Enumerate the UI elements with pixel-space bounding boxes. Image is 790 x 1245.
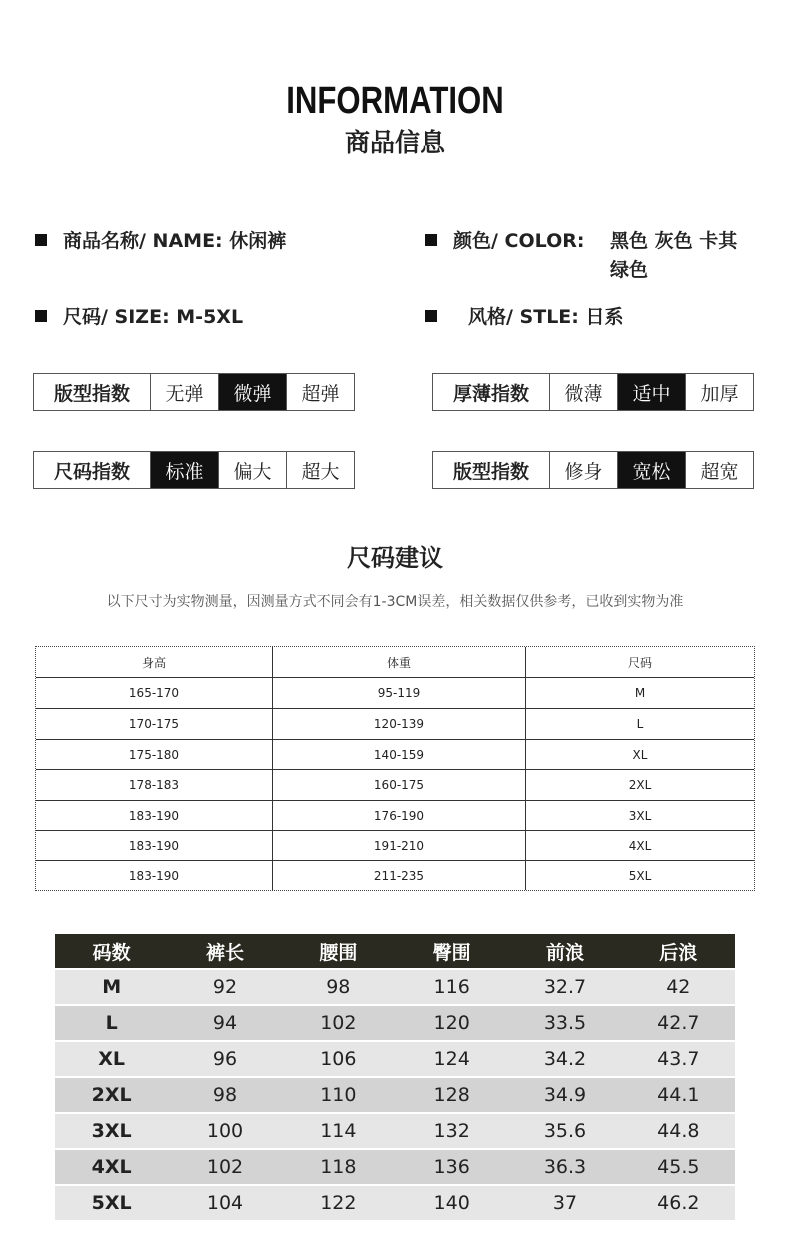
table-cell: 46.2 xyxy=(657,1192,700,1214)
table-cell: 102 xyxy=(206,1156,244,1178)
table-cell: 114 xyxy=(320,1120,357,1142)
table-cell: 42.7 xyxy=(657,1012,700,1034)
table-header-row xyxy=(36,647,754,677)
table-cell: 170-175 xyxy=(128,717,180,731)
bullet-square-icon xyxy=(35,310,47,322)
table-row xyxy=(36,800,754,830)
table-cell: 132 xyxy=(433,1120,470,1142)
table-cell: 110 xyxy=(320,1084,357,1106)
table-cell: 140-159 xyxy=(272,740,525,769)
table-cell: L xyxy=(105,1012,118,1034)
table-cell: 4XL xyxy=(525,831,754,860)
table-cell: XL xyxy=(525,740,754,769)
table-cell: 44.8 xyxy=(657,1120,700,1142)
info-color-values-2: 绿色 xyxy=(610,259,649,281)
table-cell: 37 xyxy=(552,1192,578,1214)
info-name-text: 商品名称/ NAME: 休闲裤 xyxy=(63,230,287,252)
index-box-size xyxy=(33,451,355,489)
table-row xyxy=(36,739,754,769)
table-cell: M xyxy=(102,976,122,998)
table-cell: 211-235 xyxy=(272,861,525,890)
index-label: 厚薄指数 xyxy=(452,382,529,405)
index-option: 超大 xyxy=(286,452,354,488)
index-box-fit xyxy=(432,451,754,489)
table-header-cell: 码数 xyxy=(92,941,131,964)
table-header-cell: 前浪 xyxy=(545,941,584,964)
table-row xyxy=(55,1114,735,1148)
table-cell: 178-183 xyxy=(128,778,180,792)
bullet-square-icon xyxy=(35,234,47,246)
table-cell: 100 xyxy=(206,1120,244,1142)
table-cell: 43.7 xyxy=(657,1048,700,1070)
table-row xyxy=(36,830,754,860)
index-option-selected: 微弹 xyxy=(218,374,286,410)
table-cell: 32.7 xyxy=(543,976,587,998)
index-option: 修身 xyxy=(549,452,617,488)
info-size-text: 尺码/ SIZE: M-5XL xyxy=(63,306,244,328)
table-cell: 96 xyxy=(212,1048,238,1070)
table-header-cell: 臀围 xyxy=(432,941,471,964)
table-cell: 4XL xyxy=(91,1156,132,1178)
index-option: 无弹 xyxy=(150,374,218,410)
page-title-cn: 商品信息 xyxy=(344,128,445,157)
table-cell: 140 xyxy=(433,1192,470,1214)
index-option: 偏大 xyxy=(218,452,286,488)
table-cell: 128 xyxy=(433,1084,470,1106)
table-row xyxy=(55,1042,735,1076)
table-cell: 120 xyxy=(433,1012,470,1034)
table-cell: 165-170 xyxy=(128,686,180,700)
table-cell: 34.2 xyxy=(543,1048,587,1070)
index-option: 微薄 xyxy=(549,374,617,410)
table-row xyxy=(55,1078,735,1112)
table-header-cell: 裤长 xyxy=(205,941,244,964)
table-cell: 191-210 xyxy=(272,831,525,860)
table-cell: 116 xyxy=(433,976,470,998)
table-cell: 124 xyxy=(433,1048,470,1070)
table-cell: 102 xyxy=(320,1012,357,1034)
table-cell: 183-190 xyxy=(128,868,180,883)
table-cell: 3XL xyxy=(91,1120,132,1142)
index-label: 版型指数 xyxy=(53,382,130,405)
table-cell: 122 xyxy=(320,1192,357,1214)
index-option-selected: 宽松 xyxy=(617,452,685,488)
table-row xyxy=(55,970,735,1004)
index-option: 超宽 xyxy=(685,452,753,488)
table-row xyxy=(36,769,754,800)
size-recommend-table xyxy=(35,646,755,891)
table-row xyxy=(55,1006,735,1040)
table-cell: XL xyxy=(98,1048,126,1070)
table-cell: 5XL xyxy=(91,1192,132,1214)
table-cell: 118 xyxy=(320,1156,357,1178)
table-cell: 104 xyxy=(206,1192,244,1214)
info-color-label: 颜色/ COLOR: xyxy=(453,230,585,252)
table-cell: 45.5 xyxy=(657,1156,700,1178)
table-cell: 98 xyxy=(326,976,351,998)
table-cell: 98 xyxy=(212,1084,238,1106)
table-cell: 106 xyxy=(320,1048,357,1070)
table-cell: 33.5 xyxy=(543,1012,587,1034)
index-option-selected: 适中 xyxy=(617,374,685,410)
table-cell: 160-175 xyxy=(272,770,525,800)
size-advice-title: 尺码建议 xyxy=(347,544,443,572)
table-cell: 36.3 xyxy=(543,1156,587,1178)
table-cell: 175-180 xyxy=(128,747,180,762)
table-header-cell: 尺码 xyxy=(525,647,754,677)
index-label: 尺码指数 xyxy=(53,460,130,483)
table-cell: 183-190 xyxy=(128,808,180,823)
index-label: 版型指数 xyxy=(452,460,529,483)
table-cell: 35.6 xyxy=(543,1120,587,1142)
bullet-square-icon xyxy=(425,310,437,322)
table-cell: 183-190 xyxy=(128,838,180,853)
table-row xyxy=(36,708,754,739)
table-header-cell: 后浪 xyxy=(659,941,698,964)
info-color-values: 黑色 灰色 卡其 xyxy=(610,230,738,252)
table-cell: 176-190 xyxy=(272,801,525,830)
table-cell: 44.1 xyxy=(657,1084,700,1106)
table-cell: 92 xyxy=(212,976,238,998)
bullet-square-icon xyxy=(425,234,437,246)
table-row xyxy=(55,1150,735,1184)
table-row xyxy=(36,860,754,890)
table-header-cell: 腰围 xyxy=(319,941,358,964)
table-cell: 136 xyxy=(433,1156,470,1178)
index-option-selected: 标准 xyxy=(150,452,218,488)
page-title-en: INFORMATION xyxy=(286,80,504,122)
size-advice-note: 以下尺寸为实物测量，因测量方式不同会有1-3CM误差，相关数据仅供参考，已收到实物为准 xyxy=(106,594,684,610)
table-cell: 42 xyxy=(666,976,691,998)
table-cell: 5XL xyxy=(525,861,754,890)
index-box-stretch xyxy=(33,373,355,411)
table-cell: 34.9 xyxy=(543,1084,587,1106)
index-option: 超弹 xyxy=(286,374,354,410)
table-cell: 2XL xyxy=(525,770,754,800)
table-header-cell: 身高 xyxy=(141,655,166,670)
table-row xyxy=(36,677,754,708)
table-cell: 3XL xyxy=(525,801,754,830)
info-style-text: 风格/ STLE: 日系 xyxy=(468,306,624,328)
table-cell: M xyxy=(525,678,754,708)
table-cell: 2XL xyxy=(91,1084,132,1106)
index-box-thickness xyxy=(432,373,754,411)
table-cell: 95-119 xyxy=(272,678,525,708)
table-header-cell: 体重 xyxy=(272,647,525,677)
table-cell: 94 xyxy=(212,1012,238,1034)
table-header-row xyxy=(55,934,735,968)
table-row xyxy=(55,1186,735,1220)
table-cell: L xyxy=(525,709,754,739)
index-option: 加厚 xyxy=(685,374,753,410)
table-cell: 120-139 xyxy=(272,709,525,739)
